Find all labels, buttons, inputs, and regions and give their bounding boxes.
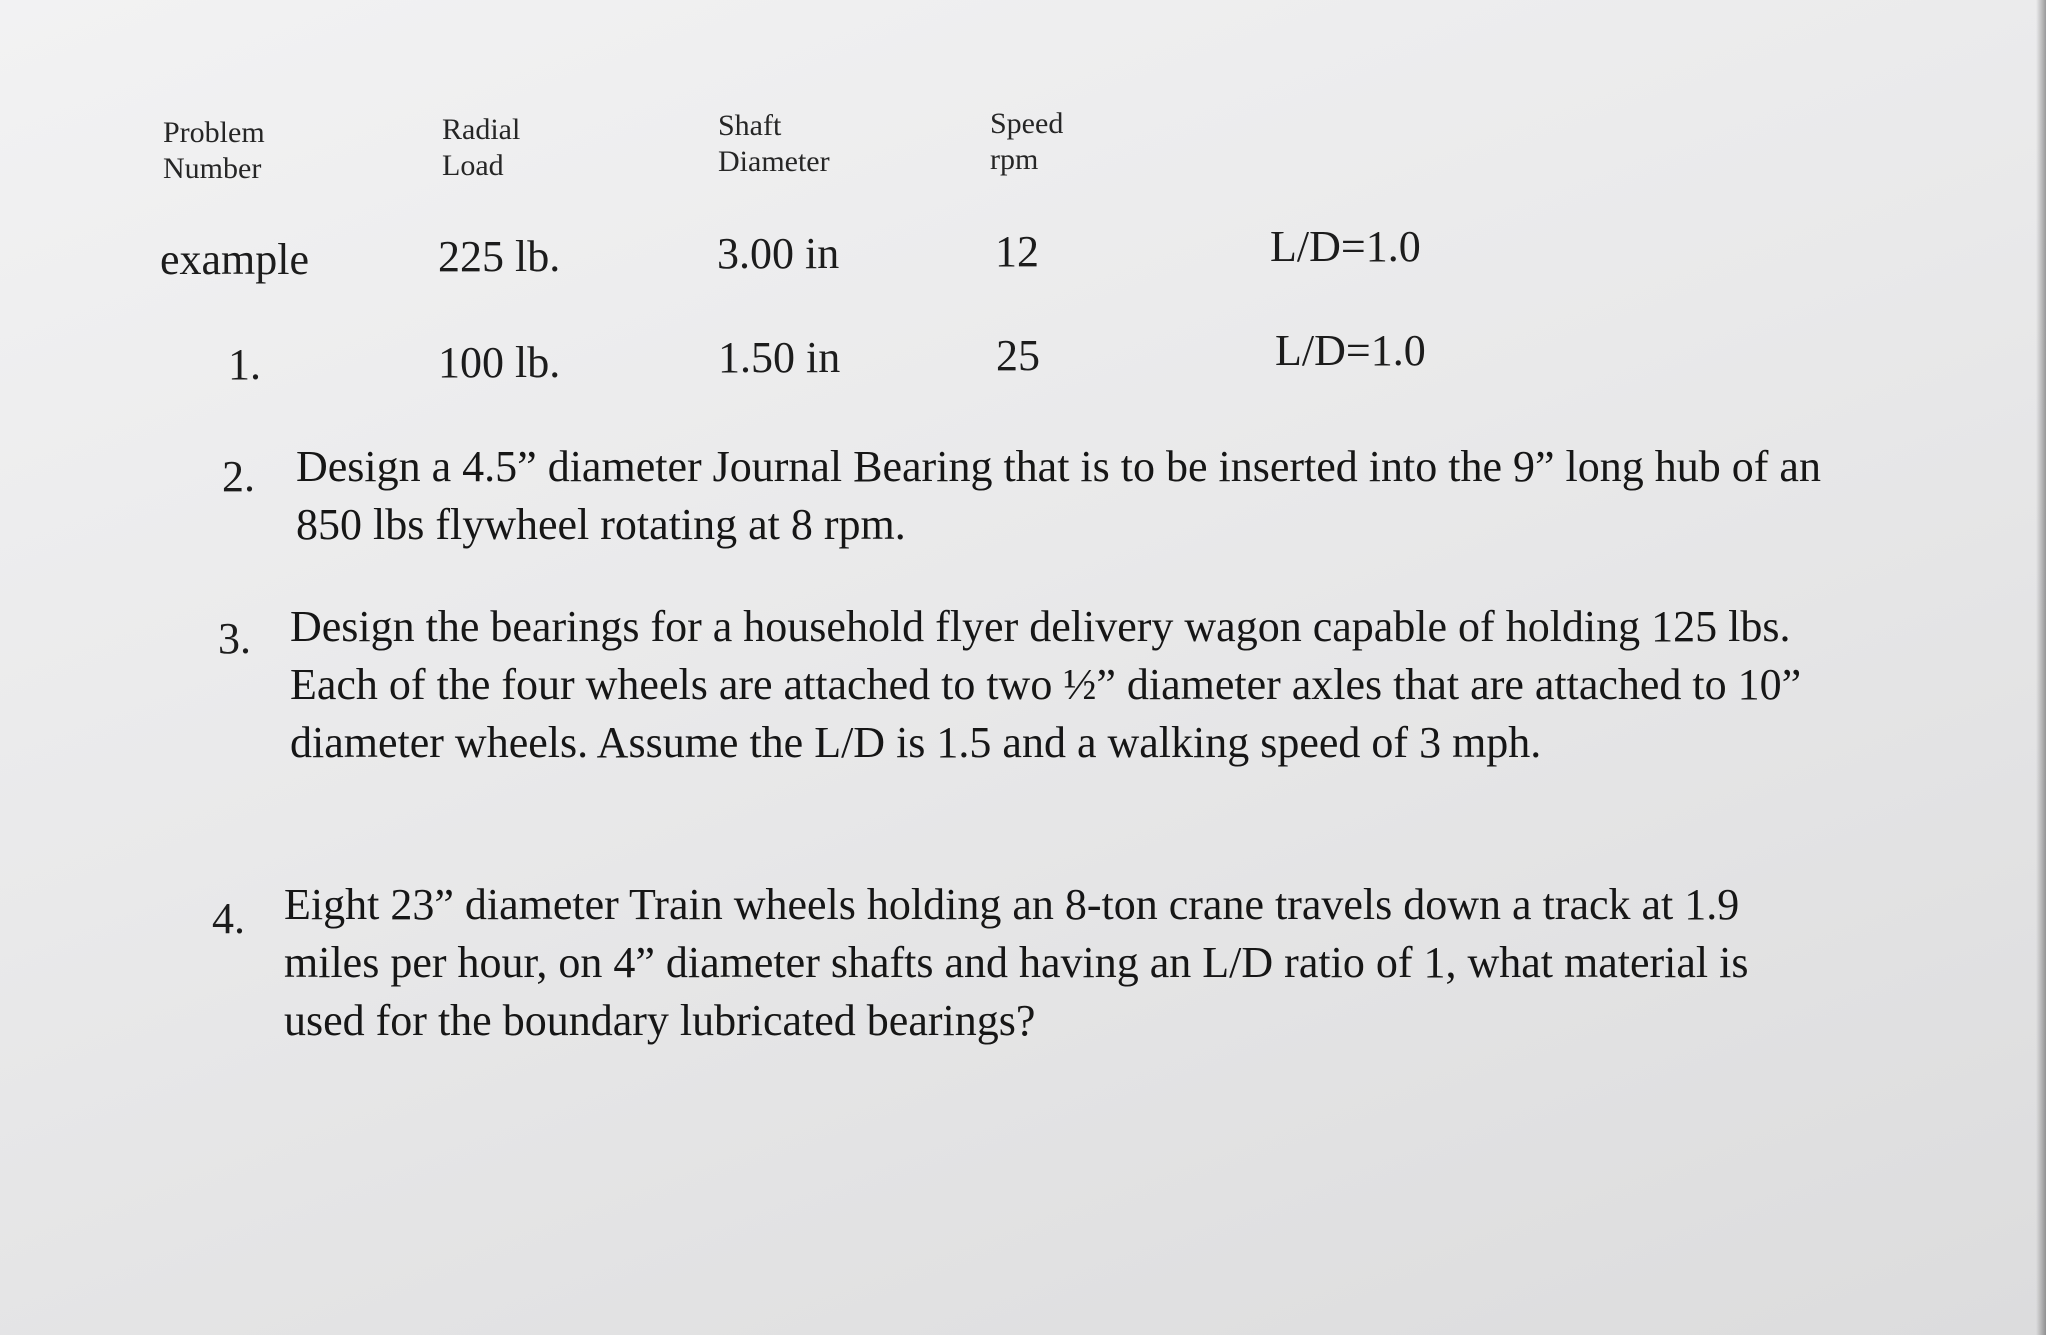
question-2-number: 2. [222, 452, 255, 501]
question-3-number: 3. [218, 614, 251, 663]
row-1-speed: 25 [996, 331, 1040, 380]
row-1-problem: 1. [228, 340, 261, 389]
question-4-number: 4. [212, 894, 245, 943]
header-radial-load: Radial Load [442, 113, 521, 182]
header-speed-rpm: Speed rpm [990, 107, 1064, 176]
row-example-diameter: 3.00 in [717, 229, 840, 278]
question-4-text: Eight 23” diameter Train wheels holding an 8-ton crane travels down a track at 1.9 miles per hour, on 4” diameter shafts and having an L/D ratio of 1, what material is used for the boundary lubricated bearings? [284, 880, 1749, 1045]
page-edge-shadow [2036, 0, 2046, 1335]
question-3-text: Design the bearings for a household flyer delivery wagon capable of holding 125 lbs. Each of the four wheels are attached to two ½” diameter axles that are attached to 10” diameter wheels. Assume the L/D is 1.5 and a walking speed of 3 mph. [290, 602, 1802, 767]
row-example-speed: 12 [995, 227, 1039, 276]
question-2-text: Design a 4.5” diameter Journal Bearing that is to be inserted into the 9” long hub of an 850 lbs flywheel rotating at 8 rpm. [296, 442, 1821, 549]
row-1-diameter: 1.50 in [718, 333, 841, 382]
row-1-ratio: L/D=1.0 [1275, 326, 1426, 375]
header-shaft-diameter: Shaft Diameter [718, 109, 830, 178]
row-example-ratio: L/D=1.0 [1270, 222, 1421, 271]
row-1-load: 100 lb. [438, 338, 561, 387]
header-problem-number: Problem Number [163, 116, 265, 185]
row-example-problem: example [160, 235, 310, 284]
row-example-load: 225 lb. [438, 232, 561, 281]
